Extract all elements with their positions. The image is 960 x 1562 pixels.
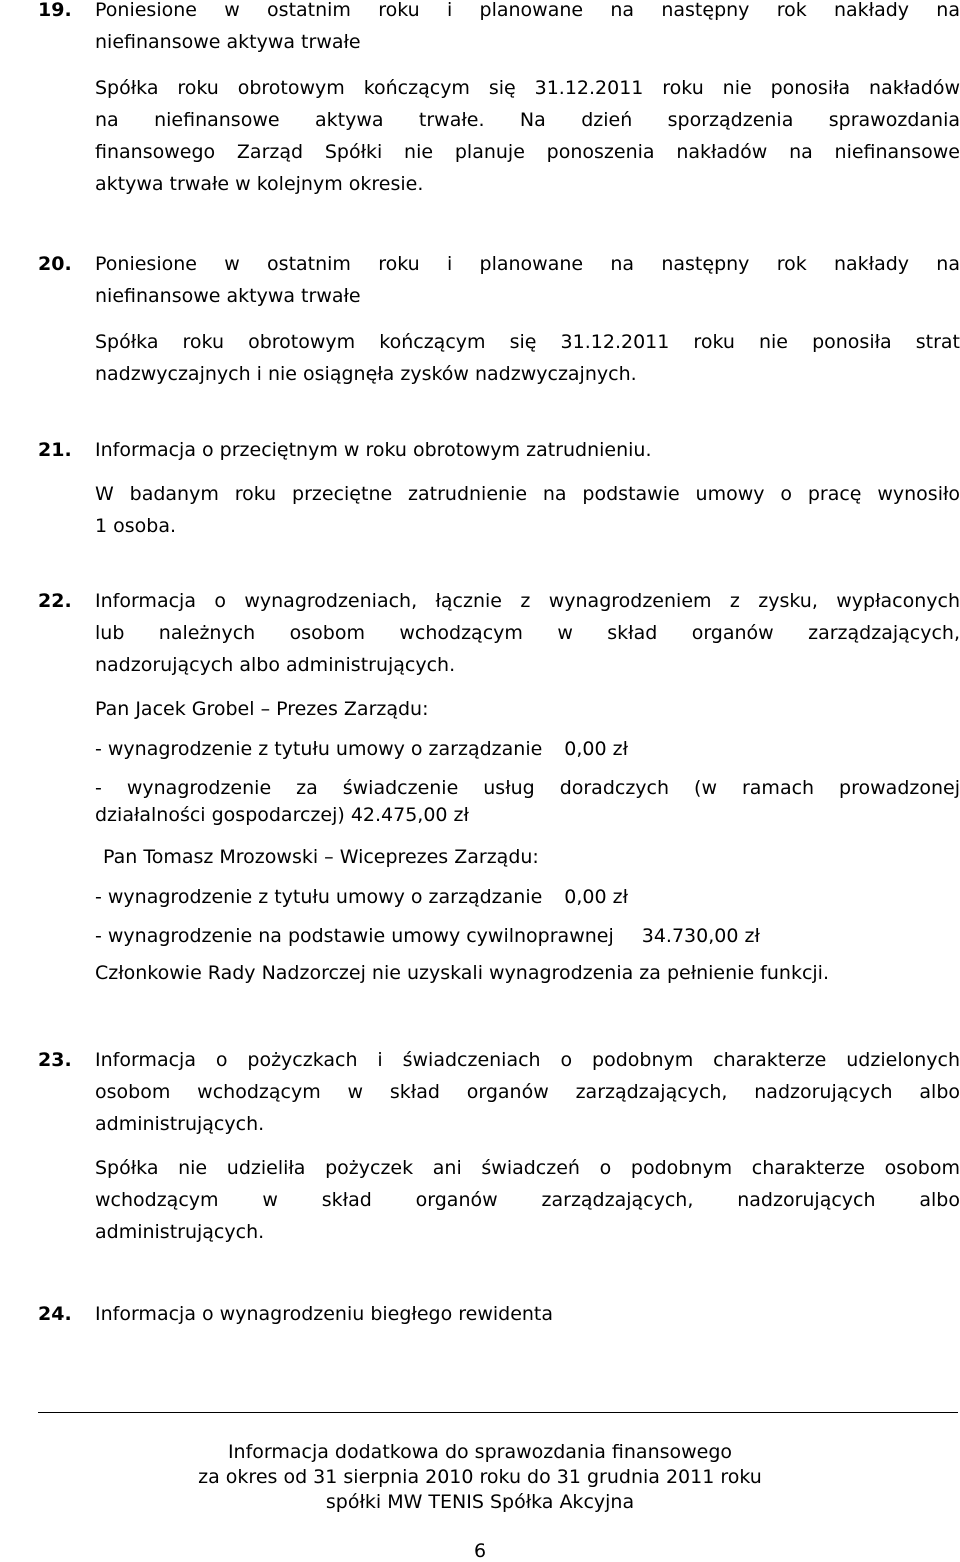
footer-divider xyxy=(38,1412,958,1413)
section-heading: Informacja o przeciętnym w roku obrotowym zatrudnieniu. xyxy=(95,439,652,461)
footer-line: za okres od 31 sierpnia 2010 roku do 31 grudnia 2011 roku xyxy=(198,1466,762,1488)
section-heading: Poniesione w ostatnim roku i planowane na następny rok nakłady na niefinansowe aktywa trwałe xyxy=(95,253,960,307)
footer xyxy=(0,1440,960,1515)
section-heading: Informacja o wynagrodzeniach, łącznie z wynagrodzeniem z zysku, wypłaconych lub należnych osobom wchodzącym w skład organów zarządzających, nadzorujących albo administrujących. xyxy=(95,590,960,676)
section-heading: Poniesione w ostatnim roku i planowane na następny rok nakłady na niefinansowe aktywa trwałe xyxy=(95,0,960,53)
section-body: Spółka roku obrotowym kończącym się 31.12.2011 roku nie ponosiła strat nadzwyczajnych i nie osiągnęła zysków nadzwyczajnych. xyxy=(95,331,960,385)
remuneration-line: - wynagrodzenie na podstawie umowy cywilnoprawnej 34.730,00 zł xyxy=(95,925,760,947)
page-number: 6 xyxy=(473,1540,487,1562)
section-number: 21. xyxy=(38,439,72,461)
footer-line: spółki MW TENIS Spółka Akcyjna xyxy=(325,1491,635,1513)
section-body: Spółka nie udzieliła pożyczek ani świadczeń o podobnym charakterze osobom wchodzącym w skład organów zarządzających, nadzorujących albo administrujących. xyxy=(95,1157,960,1243)
section-number: 20. xyxy=(38,253,72,275)
section-number: 23. xyxy=(38,1049,72,1071)
board-note: Członkowie Rady Nadzorczej nie uzyskali wynagrodzenia za pełnienie funkcji. xyxy=(95,962,829,984)
section-number: 24. xyxy=(38,1303,72,1325)
footer-line: Informacja dodatkowa do sprawozdania finansowego xyxy=(227,1441,733,1463)
remuneration-line: - wynagrodzenie z tytułu umowy o zarządzanie 0,00 zł xyxy=(95,886,629,908)
remuneration-line: - wynagrodzenie za świadczenie usług doradczych (w ramach prowadzonej działalności gospodarczej) 42.475,00 zł xyxy=(95,777,960,826)
section-heading: Informacja o wynagrodzeniu biegłego rewidenta xyxy=(95,1303,554,1325)
section-heading: Informacja o pożyczkach i świadczeniach o podobnym charakterze udzielonych osobom wchodzącym w skład organów zarządzających, nadzorujących albo administrujących. xyxy=(95,1049,960,1135)
section-body: W badanym roku przeciętne zatrudnienie na podstawie umowy o pracę wynosiło 1 osoba. xyxy=(95,483,960,537)
section-number: 19. xyxy=(38,0,72,21)
remuneration-line: - wynagrodzenie z tytułu umowy o zarządzanie 0,00 zł xyxy=(95,738,629,760)
person-tomasz-mrozowski: Pan Tomasz Mrozowski – Wiceprezes Zarządu: xyxy=(103,846,539,868)
section-number: 22. xyxy=(38,590,72,612)
section-body: Spółka roku obrotowym kończącym się 31.12.2011 roku nie ponosiła nakładów na niefinansowe aktywa trwałe. Na dzień sporządzenia sprawozdania finansowego Zarząd Spółki nie planuje ponoszenia nakładów na niefinansowe aktywa trwałe w kolejnym okresie. xyxy=(95,77,960,195)
person-jacek-grobel: Pan Jacek Grobel – Prezes Zarządu: xyxy=(95,698,429,720)
